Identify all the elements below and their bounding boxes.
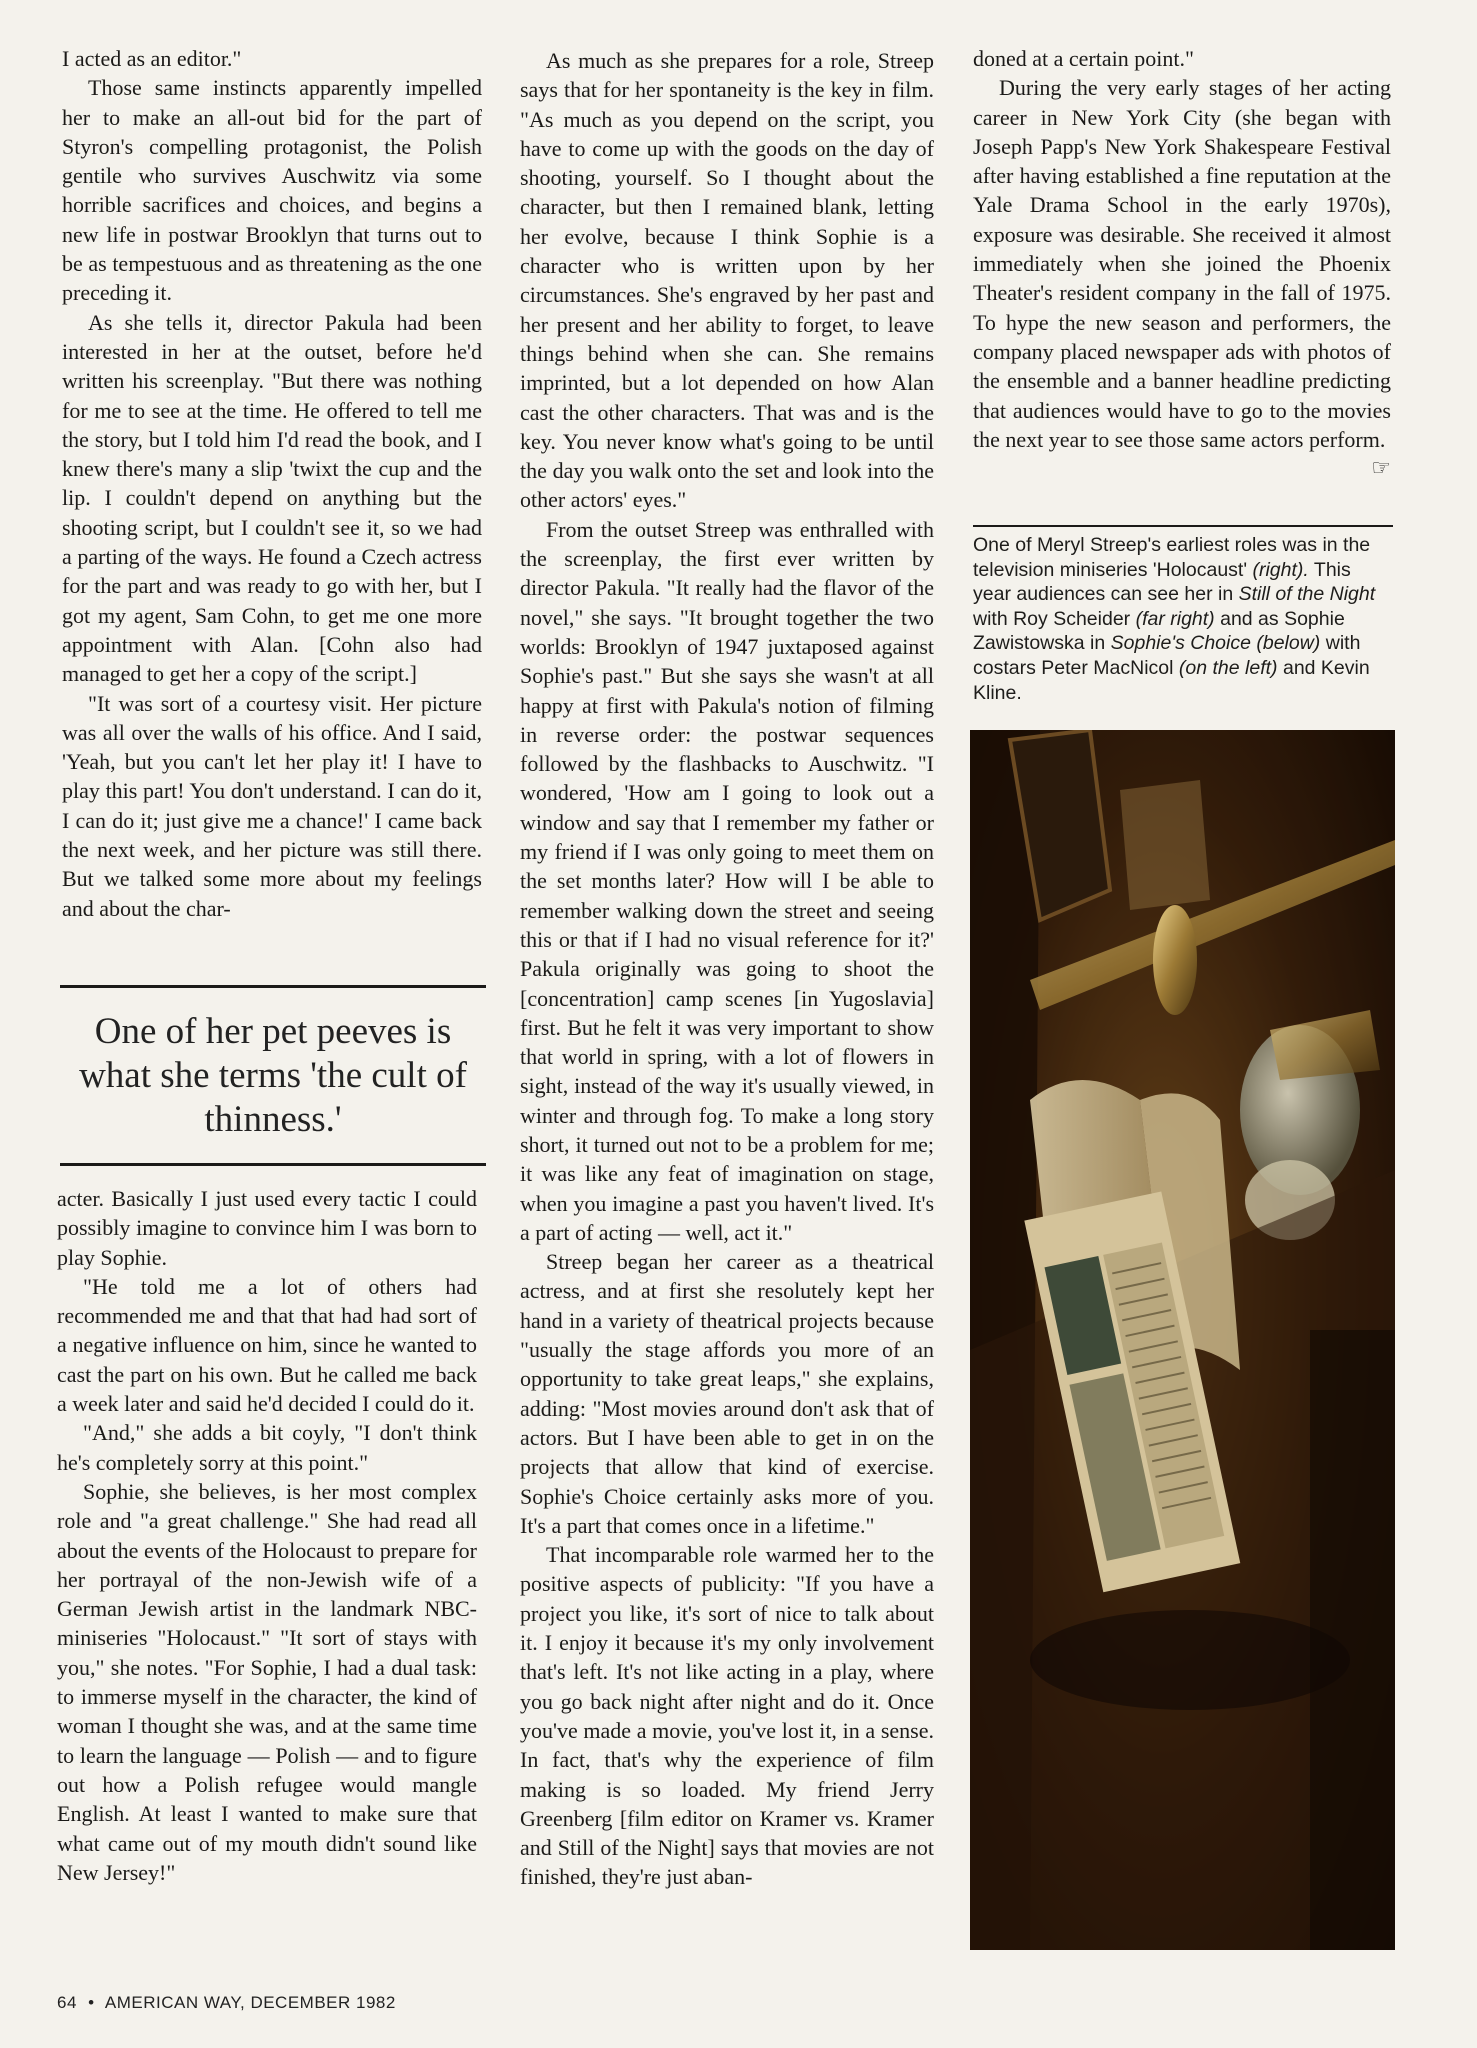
article-column-2	[520, 46, 934, 1892]
paragraph: "He told me a lot of others had recommended me and that that had had sort of a negative influence on him, since he wanted to cast the part on his own. But he called me back a week later and said he'd decided I could do it.	[57, 1273, 477, 1417]
caption-text: and as Sophie Zawistowska in	[973, 607, 1345, 655]
paragraph: Those same instincts apparently impelled her to make an all-out bid for the part of Styron's compelling protagonist, the Polish gentile who survives Auschwitz via some horrible sacrifices and choices, and begins a new life in postwar Brooklyn that turns out to be as tempestuous and as threatening as the one preceding it.	[62, 75, 482, 306]
pull-quote-bottom-rule	[60, 1163, 486, 1166]
caption-text: and Kevin Kline.	[973, 656, 1370, 704]
photo-still-life	[970, 730, 1395, 1950]
paragraph: "And," she adds a bit coyly, "I don't think he's completely sorry at this point."	[57, 1420, 477, 1475]
caption-text: with Roy Scheider	[973, 607, 1131, 630]
paragraph	[973, 73, 1391, 482]
paragraph-text: During the very early stages of her acting career in New York City (she began with Joseph Papp's New York Shakespeare Festival after having established a fine reputation at the Yale Drama School in the early 1970s), exposure was desirable. She received it almost immediately when she joined the Phoenix Theater's resident company in the fall of 1975. To hype the new season and performers, the company placed newspaper ads with photos of the ensemble and a banner headline predicting that audiences would have to go to the movies the next year to see those same actors perform.	[973, 75, 1391, 452]
page-number: 64	[57, 1993, 77, 2012]
caption-text: One of Meryl Streep's earliest roles was in the television miniseries 'Holocaust'	[973, 534, 1371, 581]
pull-quote: One of her pet peeves is what she terms 'the cult of thinness.'	[79, 1011, 467, 1140]
paragraph: As much as she prepares for a role, Streep says that for her spontaneity is the key in film. "As much as you depend on the script, you have to come up with the goods on the day of shooting, yourself. So I thought about the character, but then I remained blank, letting her evolve, because I think Sophie is a character who is written upon by her circumstances. She's engraved by her past and her present and her ability to forget, to leave things behind when she can. She remains imprinted, but a lot depended on how Alan cast the other characters. That was and is the key. You never know what's going to be until the day you walk onto the set and look into the other actors' eyes."	[520, 48, 934, 513]
paragraph: acter. Basically I just used every tactic I could possibly imagine to convince him I was born to play Sophie.	[57, 1186, 477, 1270]
paragraph: I acted as an editor."	[62, 46, 242, 71]
publication-name: AMERICAN WAY, DECEMBER 1982	[104, 1993, 396, 2012]
caption-italic: (right).	[1252, 558, 1309, 581]
paragraph: From the outset Streep was enthralled with the screenplay, the first ever written by director Pakula. "It really had the flavor of the novel," she says. "It brought together the two worlds: Brooklyn of 1947 juxtaposed against Sophie's past." But she says she wasn't at all happy at first with Pakula's notion of filming in reverse order: the postwar sequences followed by the flashbacks to Auschwitz. "I wondered, 'How am I going to look out a window and say that I remember my father or my friend if I was only going to meet them on the set months later? How will I be able to remember walking down the street and seeing this or that if I had no visual reference for it?' Pakula originally was going to shoot the [concentration] camp scenes [in Yugoslavia] first. But he felt it was very important to show that world in spring, with a lot of flowers in sight, instead of the way it's usually viewed, in winter and through fog. To make a long story short, it turned out not to be a problem for me; it was like any feat of imagination on stage, when you imagine a past you haven't lived. It's a part of acting — well, act it."	[520, 516, 934, 1245]
article-column-3	[973, 44, 1391, 483]
article-column-1-top	[62, 44, 482, 923]
paragraph: doned at a certain point."	[973, 46, 1194, 71]
caption-italic: (on the left)	[1178, 656, 1278, 679]
footer-separator: •	[88, 1993, 95, 2012]
photo-caption	[973, 533, 1393, 705]
article-column-1-bottom	[57, 1184, 477, 1887]
pull-quote-top-rule	[60, 985, 486, 988]
caption-italic: (far right)	[1135, 607, 1215, 630]
paragraph: Streep began her career as a theatrical actress, and at first she resolutely kept her hand in a variety of theatrical projects because "usually the stage affords you more of an opportunity to take great leaps," she explains, adding: "Most movies around don't ask that of actors. But I have been able to get in on the projects that allow that kind of exercise. Sophie's Choice certainly asks more of you. It's a part that comes once in a lifetime."	[520, 1249, 934, 1538]
pointing-hand-icon: ☞	[1371, 456, 1391, 482]
caption-rule	[973, 525, 1393, 527]
paragraph: That incomparable role warmed her to the positive aspects of publicity: "If you have a project you like, it's sort of nice to talk about it. I enjoy it because it's my only involvement that's left. It's not like acting in a play, where you go back night after night and do it. Once you've made a movie, you've lost it, in a sense. In fact, that's why the experience of film making is so loaded. My friend Jerry Greenberg [film editor on Kramer vs. Kramer and Still of the Night] says that movies are not finished, they're just aban-	[520, 1542, 934, 1890]
paragraph: "It was sort of a courtesy visit. Her picture was all over the walls of his office. And I said, 'Yeah, but you can't let her play it! I have to play this part! You don't understand. I can do it, I can do it; just give me a chance!' I came back the next week, and her picture was still there. But we talked some more about my feelings and about the char-	[62, 690, 482, 921]
caption-text: with costars Peter MacNicol	[973, 632, 1361, 679]
caption-italic: Still of the Night	[1238, 583, 1376, 606]
caption-italic: Sophie's Choice (below)	[1110, 632, 1321, 655]
caption-text: This year audiences can see her in	[973, 558, 1351, 606]
page-footer	[57, 1993, 396, 2013]
paragraph: Sophie, she believes, is her most complex role and "a great challenge." She had read all about the events of the Holocaust to prepare for her portrayal of the non-Jewish wife of a German Jewish artist in the landmark NBC-miniseries "Holocaust." "It sort of stays with you," she notes. "For Sophie, I had a dual task: to immerse myself in the character, the kind of woman I thought she was, and at the same time to learn the language — Polish — and to figure out how a Polish refugee would mangle English. At least I wanted to make sure that what came out of my mouth didn't sound like New Jersey!"	[57, 1478, 477, 1885]
paragraph: As she tells it, director Pakula had been interested in her at the outset, before he'd written his screenplay. "But there was nothing for me to see at the time. He offered to tell me the story, but I told him I'd read the book, and I knew there's many a slip 'twixt the cup and the lip. I couldn't depend on anything but the shooting script, but I couldn't see it, so we had a parting of the ways. He found a Czech actress for the part and was ready to go with her, but I got my agent, Sam Cohn, to get me one more appointment with Alan. [Cohn also had managed to get her a copy of the script.]	[62, 309, 482, 687]
